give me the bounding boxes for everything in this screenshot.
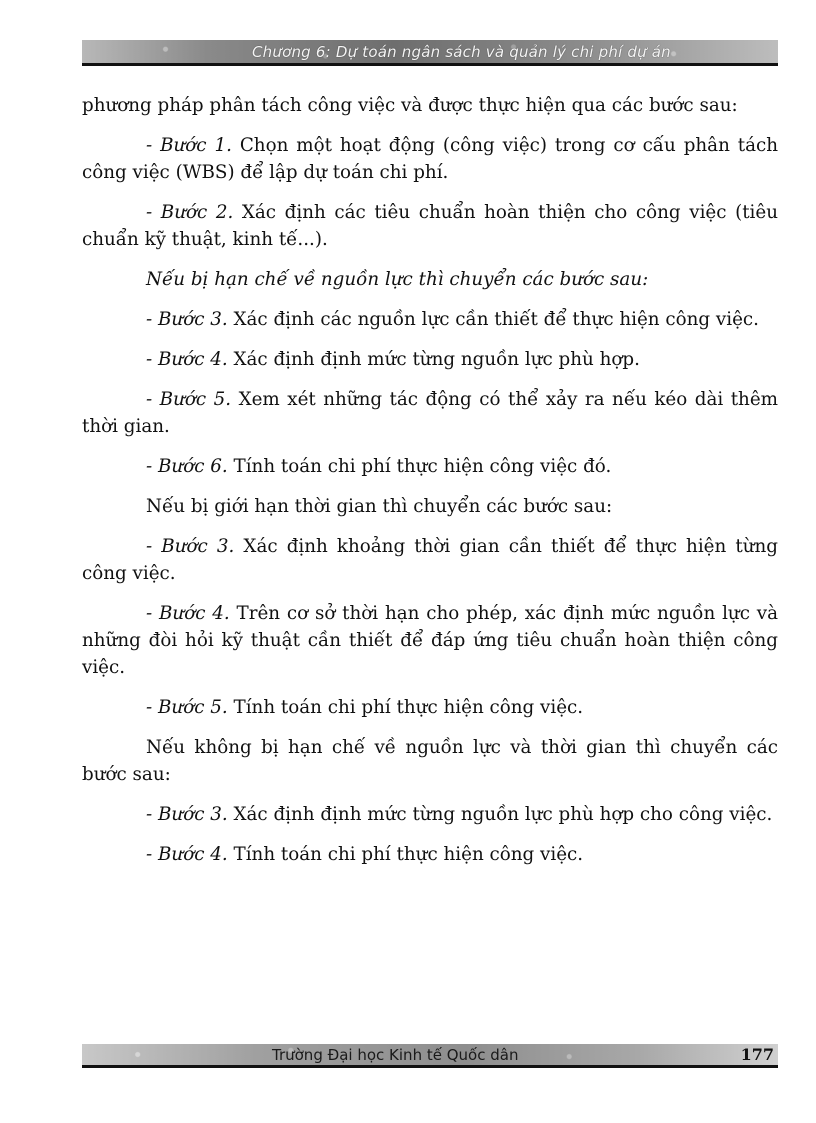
step-text: Tính toán chi phí thực hiện công việc.	[227, 697, 584, 718]
step-item	[82, 199, 778, 253]
step-text: Xác định khoảng thời gian cần thiết để thực hiện từng công việc.	[82, 536, 778, 584]
step-item	[82, 694, 778, 721]
step-text: Xác định các nguồn lực cần thiết để thực hiện công việc.	[227, 309, 759, 330]
step-item	[82, 600, 778, 681]
paragraph-text: Nếu bị hạn chế về nguồn lực thì chuyển các bước sau:	[146, 269, 649, 290]
chapter-title: Chương 6: Dự toán ngân sách và quản lý chi phí dự án	[252, 43, 671, 61]
step-item	[82, 841, 778, 868]
paragraph-text: phương pháp phân tách công việc và được thực hiện qua các bước sau:	[82, 95, 738, 116]
step-item	[82, 306, 778, 333]
step-item	[82, 132, 778, 186]
step-text: Tính toán chi phí thực hiện công việc đó.	[227, 456, 612, 477]
step-text: Xác định định mức từng nguồn lực phù hợp cho công việc.	[227, 804, 773, 825]
step-label: - Bước 5.	[146, 389, 232, 410]
step-item	[82, 801, 778, 828]
condition-heading-unlimited	[82, 734, 778, 788]
step-label: - Bước 6.	[146, 456, 228, 477]
page-number: 177	[740, 1045, 774, 1064]
step-item	[82, 386, 778, 440]
page-body	[82, 92, 778, 881]
paragraph-text: Nếu không bị hạn chế về nguồn lực và thời gian thì chuyển các bước sau:	[82, 737, 778, 785]
step-label: - Bước 3.	[146, 309, 228, 330]
step-label: - Bước 4.	[146, 349, 228, 370]
step-label: - Bước 1.	[146, 135, 232, 156]
paragraph-intro	[82, 92, 778, 119]
step-text: Xác định định mức từng nguồn lực phù hợp.	[227, 349, 640, 370]
page-header-band	[82, 40, 778, 66]
step-text: Tính toán chi phí thực hiện công việc.	[227, 844, 584, 865]
condition-heading-time	[82, 493, 778, 520]
step-label: - Bước 3.	[146, 536, 235, 557]
condition-heading-resources	[82, 266, 778, 293]
step-text: Chọn một hoạt động (công việc) trong cơ cấu phân tách công việc (WBS) để lập dự toán chi phí.	[82, 135, 779, 183]
step-label: - Bước 3.	[146, 804, 228, 825]
step-text: Xem xét những tác động có thể xảy ra nếu kéo dài thêm thời gian.	[82, 389, 778, 437]
step-item	[82, 346, 778, 373]
step-label: - Bước 4.	[146, 844, 228, 865]
paragraph-text: Nếu bị giới hạn thời gian thì chuyển các bước sau:	[146, 496, 613, 517]
step-text: Trên cơ sở thời hạn cho phép, xác định mức nguồn lực và những đòi hỏi kỹ thuật cần thiết để đáp ứng tiêu chuẩn hoàn thiện công việc.	[82, 603, 778, 678]
step-label: - Bước 4.	[146, 603, 230, 624]
step-label: - Bước 2.	[146, 202, 234, 223]
institution-name: Trường Đại học Kinh tế Quốc dân	[272, 1046, 519, 1064]
step-text: Xác định các tiêu chuẩn hoàn thiện cho công việc (tiêu chuẩn kỹ thuật, kinh tế...).	[82, 202, 778, 250]
step-label: - Bước 5.	[146, 697, 228, 718]
step-item	[82, 453, 778, 480]
step-item	[82, 533, 778, 587]
page-footer-band	[82, 1044, 778, 1068]
